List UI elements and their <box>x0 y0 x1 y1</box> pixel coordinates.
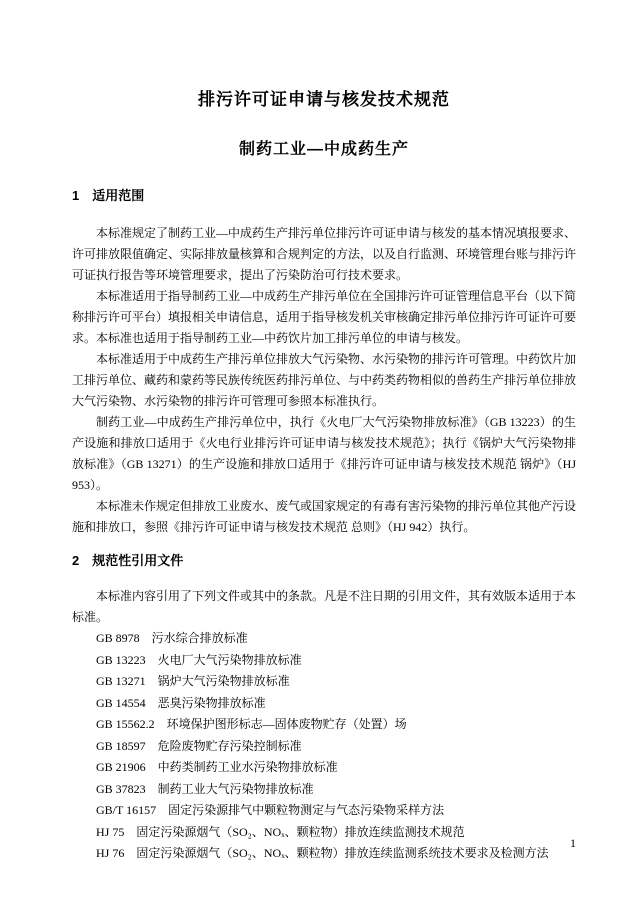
reference-title: 恶臭污染物排放标准 <box>157 695 266 710</box>
reference-item <box>96 650 576 672</box>
reference-code: GB 14554 <box>96 695 146 710</box>
section-1-paragraph-3: 本标准适用于中成药生产排污单位排放大气污染物、水污染物的排污许可管理。中药饮片加工排污单位、藏药和蒙药等民族传统医药排污单位、与中药类药物相似的兽药生产排污单位排放大气污染物、水污染物的排污许可管理可参照本标准执行。 <box>72 352 577 408</box>
reference-code: GB 13271 <box>96 674 146 688</box>
reference-list <box>72 628 576 865</box>
reference-code: GB 21906 <box>96 760 146 774</box>
reference-item <box>96 671 576 693</box>
reference-item <box>96 757 576 779</box>
reference-item <box>96 628 576 650</box>
section-1-number: 1 <box>72 188 80 203</box>
reference-title: 环境保护图形标志—固体废物贮存（处置）场 <box>166 717 407 731</box>
reference-title: 固定污染源烟气（SO₂、NOₓ、颗粒物）排放连续监测系统技术要求及检测方法 <box>136 846 549 860</box>
reference-title: 固定污染源排气中颗粒物测定与气态污染物采样方法 <box>168 803 445 817</box>
section-2-intro: 本标准内容引用了下列文件或其中的条款。凡是不注日期的引用文件，其有效版本适用于本标准。 <box>72 589 577 624</box>
reference-title: 火电厂大气污染物排放标准 <box>157 652 302 667</box>
reference-item <box>96 822 576 844</box>
section-2-heading <box>72 552 576 570</box>
reference-code: GB 8978 <box>96 631 140 645</box>
reference-code: GB 18597 <box>96 738 146 753</box>
reference-title: 制药工业大气污染物排放标准 <box>157 781 314 796</box>
reference-title: 固定污染源烟气（SO₂、NOₓ、颗粒物）排放连续监测技术规范 <box>136 824 465 839</box>
section-1-paragraph-5: 本标准未作规定但排放工业废水、废气或国家规定的有毒有害污染物的排污单位其他产污设施和排放口，参照《排污许可证申请与核发技术规范 总则》（HJ 942）执行。 <box>72 499 577 534</box>
reference-code: HJ 75 <box>96 824 125 839</box>
reference-item <box>96 693 576 715</box>
section-2-number: 2 <box>72 553 80 568</box>
reference-title: 中药类制药工业水污染物排放标准 <box>157 760 338 774</box>
section-1-paragraph-1: 本标准规定了制药工业—中成药生产排污单位排污许可证申请与核发的基本情况填报要求、许可排放限值确定、实际排放量核算和合规判定的方法，以及自行监测、环境管理台账与排污许可证执行报告等环境管理要求，提出了污染防治可行技术要求。 <box>72 226 577 282</box>
section-2-heading-text: 规范性引用文件 <box>92 553 184 568</box>
reference-item <box>96 714 576 736</box>
section-1-paragraph-2: 本标准适用于指导制药工业—中成药生产排污单位在全国排污许可证管理信息平台（以下简称排污许可平台）填报相关申请信息，适用于指导核发机关审核确定排污单位排污许可证许可要求。本标准也适用于指导制药工业—中药饮片加工排污单位的申请与核发。 <box>72 289 577 345</box>
reference-item <box>96 800 576 822</box>
section-1-heading <box>72 187 576 205</box>
reference-code: GB 13223 <box>96 652 146 667</box>
reference-title: 锅炉大气污染物排放标准 <box>157 674 290 688</box>
reference-item <box>96 843 576 865</box>
page-number: 1 <box>570 836 576 850</box>
reference-title: 危险废物贮存污染控制标准 <box>157 738 302 753</box>
reference-code: GB 37823 <box>96 781 146 796</box>
reference-item <box>96 779 576 801</box>
reference-code: GB/T 16157 <box>96 803 157 817</box>
section-1-paragraph-4: 制药工业—中成药生产排污单位中，执行《火电厂大气污染物排放标准》（GB 13223）的生产设施和排放口适用于《火电行业排污许可证申请与核发技术规范》；执行《锅炉大气污染物排放标准》（GB 13271）的生产设施和排放口适用于《排污许可证申请与核发技术规范 锅炉》（HJ 953）。 <box>72 415 576 492</box>
reference-item <box>96 736 576 758</box>
reference-code: HJ 76 <box>96 846 125 860</box>
section-1-heading-text: 适用范围 <box>92 188 145 203</box>
reference-code: GB 15562.2 <box>96 717 155 731</box>
reference-title: 污水综合排放标准 <box>151 631 248 645</box>
document-subtitle: 制药工业—中成药生产 <box>238 141 409 158</box>
document-title: 排污许可证申请与核发技术规范 <box>198 90 450 109</box>
